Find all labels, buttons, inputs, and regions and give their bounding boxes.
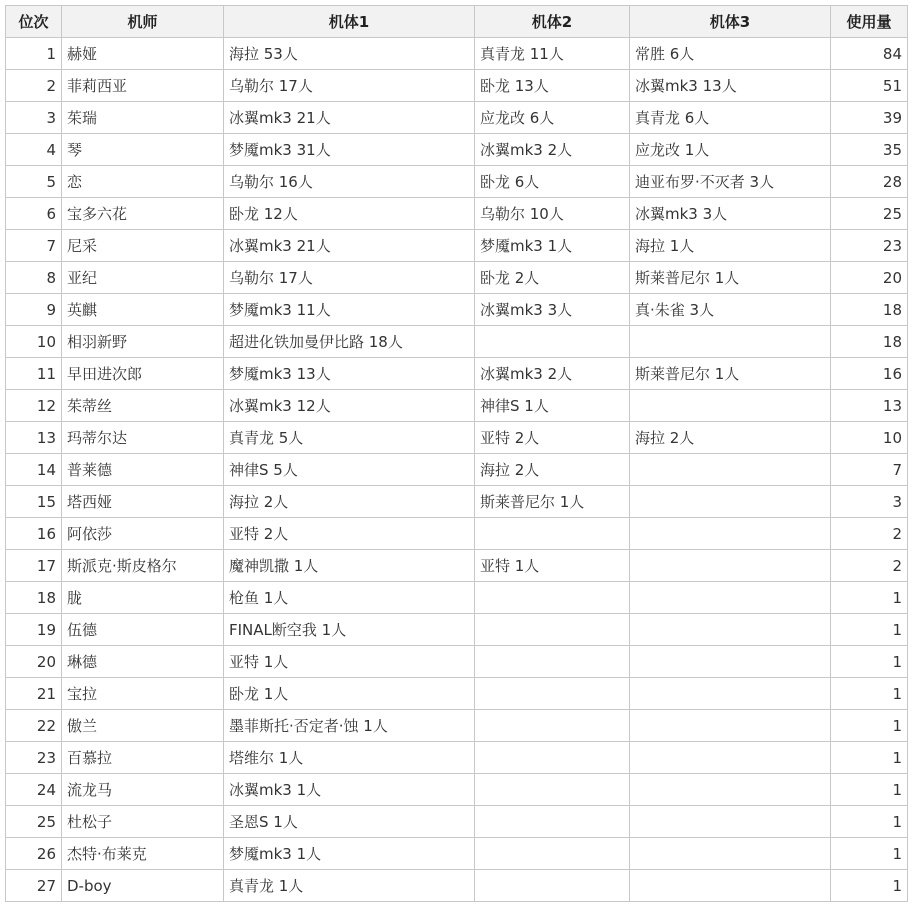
table-row — [6, 326, 908, 358]
pilot-cell: 傲兰 — [62, 710, 224, 742]
mech-1-cell: 海拉 2人 — [224, 486, 475, 518]
mech-3-cell — [630, 646, 831, 678]
usage-cell: 20 — [831, 262, 908, 294]
rank-cell: 23 — [6, 742, 62, 774]
rank-cell: 6 — [6, 198, 62, 230]
table-row — [6, 262, 908, 294]
pilot-ranking-table — [5, 5, 908, 902]
mech-2-cell — [475, 518, 630, 550]
mech-1-cell: 真青龙 5人 — [224, 422, 475, 454]
rank-cell: 5 — [6, 166, 62, 198]
usage-cell: 39 — [831, 102, 908, 134]
pilot-cell: 宝多六花 — [62, 198, 224, 230]
pilot-cell: 斯派克·斯皮格尔 — [62, 550, 224, 582]
usage-cell: 1 — [831, 614, 908, 646]
pilot-cell: D-boy — [62, 870, 224, 902]
pilot-cell: 亚纪 — [62, 262, 224, 294]
rank-cell: 1 — [6, 38, 62, 70]
mech-1-cell: 亚特 2人 — [224, 518, 475, 550]
pilot-cell: 伍德 — [62, 614, 224, 646]
rank-cell: 16 — [6, 518, 62, 550]
pilot-cell: 胧 — [62, 582, 224, 614]
usage-cell: 2 — [831, 550, 908, 582]
pilot-cell: 琳德 — [62, 646, 224, 678]
usage-cell: 7 — [831, 454, 908, 486]
mech-1-cell: 墨菲斯托·否定者·蚀 1人 — [224, 710, 475, 742]
mech-3-cell — [630, 518, 831, 550]
rank-cell: 15 — [6, 486, 62, 518]
pilot-cell: 相羽新野 — [62, 326, 224, 358]
mech-2-cell: 冰翼mk3 2人 — [475, 134, 630, 166]
mech-2-cell: 卧龙 6人 — [475, 166, 630, 198]
table-row — [6, 518, 908, 550]
usage-cell: 84 — [831, 38, 908, 70]
ranking-table-container — [5, 5, 908, 902]
rank-cell: 22 — [6, 710, 62, 742]
pilot-cell: 尼采 — [62, 230, 224, 262]
rank-cell: 9 — [6, 294, 62, 326]
rank-cell: 12 — [6, 390, 62, 422]
pilot-cell: 茱瑞 — [62, 102, 224, 134]
mech-1-cell: 冰翼mk3 21人 — [224, 230, 475, 262]
mech-3-cell — [630, 806, 831, 838]
pilot-cell: 普莱德 — [62, 454, 224, 486]
usage-cell: 51 — [831, 70, 908, 102]
rank-cell: 14 — [6, 454, 62, 486]
mech-1-cell: 真青龙 1人 — [224, 870, 475, 902]
usage-cell: 1 — [831, 710, 908, 742]
mech-2-cell — [475, 646, 630, 678]
rank-cell: 20 — [6, 646, 62, 678]
rank-cell: 2 — [6, 70, 62, 102]
mech-2-cell: 真青龙 11人 — [475, 38, 630, 70]
mech-3-cell: 真青龙 6人 — [630, 102, 831, 134]
table-row — [6, 838, 908, 870]
mech-3-cell: 常胜 6人 — [630, 38, 831, 70]
usage-cell: 2 — [831, 518, 908, 550]
rank-cell: 18 — [6, 582, 62, 614]
pilot-cell: 恋 — [62, 166, 224, 198]
mech-1-cell: 圣恩S 1人 — [224, 806, 475, 838]
usage-cell: 1 — [831, 774, 908, 806]
header-pilot: 机师 — [62, 6, 224, 38]
mech-2-cell: 乌勒尔 10人 — [475, 198, 630, 230]
table-row — [6, 742, 908, 774]
usage-cell: 13 — [831, 390, 908, 422]
table-row — [6, 486, 908, 518]
pilot-cell: 杜松子 — [62, 806, 224, 838]
mech-2-cell — [475, 582, 630, 614]
mech-2-cell: 亚特 1人 — [475, 550, 630, 582]
mech-3-cell: 真·朱雀 3人 — [630, 294, 831, 326]
table-row — [6, 422, 908, 454]
table-row — [6, 614, 908, 646]
mech-2-cell — [475, 838, 630, 870]
mech-3-cell — [630, 774, 831, 806]
mech-1-cell: 亚特 1人 — [224, 646, 475, 678]
mech-1-cell: 乌勒尔 17人 — [224, 262, 475, 294]
mech-3-cell — [630, 838, 831, 870]
mech-3-cell — [630, 614, 831, 646]
mech-2-cell — [475, 678, 630, 710]
mech-1-cell: 枪鱼 1人 — [224, 582, 475, 614]
table-header-row — [6, 6, 908, 38]
mech-3-cell — [630, 678, 831, 710]
usage-cell: 18 — [831, 294, 908, 326]
table-row — [6, 806, 908, 838]
pilot-cell: 早田进次郎 — [62, 358, 224, 390]
mech-1-cell: 卧龙 12人 — [224, 198, 475, 230]
mech-2-cell: 亚特 2人 — [475, 422, 630, 454]
mech-2-cell: 梦魇mk3 1人 — [475, 230, 630, 262]
usage-cell: 23 — [831, 230, 908, 262]
rank-cell: 7 — [6, 230, 62, 262]
mech-2-cell — [475, 614, 630, 646]
pilot-cell: 塔西娅 — [62, 486, 224, 518]
mech-2-cell — [475, 710, 630, 742]
rank-cell: 10 — [6, 326, 62, 358]
mech-2-cell — [475, 870, 630, 902]
header-usage: 使用量 — [831, 6, 908, 38]
table-row — [6, 710, 908, 742]
usage-cell: 1 — [831, 742, 908, 774]
mech-3-cell: 海拉 2人 — [630, 422, 831, 454]
pilot-cell: 宝拉 — [62, 678, 224, 710]
rank-cell: 25 — [6, 806, 62, 838]
rank-cell: 8 — [6, 262, 62, 294]
mech-3-cell — [630, 710, 831, 742]
usage-cell: 1 — [831, 582, 908, 614]
usage-cell: 35 — [831, 134, 908, 166]
table-row — [6, 646, 908, 678]
rank-cell: 17 — [6, 550, 62, 582]
mech-2-cell: 冰翼mk3 2人 — [475, 358, 630, 390]
usage-cell: 25 — [831, 198, 908, 230]
pilot-cell: 玛蒂尔达 — [62, 422, 224, 454]
pilot-cell: 杰特·布莱克 — [62, 838, 224, 870]
mech-2-cell — [475, 774, 630, 806]
table-row — [6, 230, 908, 262]
mech-1-cell: 超进化铁加曼伊比路 18人 — [224, 326, 475, 358]
table-row — [6, 102, 908, 134]
table-row — [6, 358, 908, 390]
mech-1-cell: 神律S 5人 — [224, 454, 475, 486]
mech-2-cell — [475, 806, 630, 838]
mech-1-cell: 梦魇mk3 1人 — [224, 838, 475, 870]
mech-3-cell: 迪亚布罗·不灭者 3人 — [630, 166, 831, 198]
mech-1-cell: 梦魇mk3 31人 — [224, 134, 475, 166]
pilot-cell: 英麒 — [62, 294, 224, 326]
pilot-cell: 流龙马 — [62, 774, 224, 806]
usage-cell: 18 — [831, 326, 908, 358]
mech-1-cell: 塔维尔 1人 — [224, 742, 475, 774]
table-row — [6, 70, 908, 102]
rank-cell: 4 — [6, 134, 62, 166]
mech-2-cell: 卧龙 13人 — [475, 70, 630, 102]
mech-3-cell: 冰翼mk3 3人 — [630, 198, 831, 230]
mech-3-cell — [630, 742, 831, 774]
table-row — [6, 166, 908, 198]
rank-cell: 3 — [6, 102, 62, 134]
mech-3-cell — [630, 870, 831, 902]
rank-cell: 27 — [6, 870, 62, 902]
table-row — [6, 582, 908, 614]
table-row — [6, 134, 908, 166]
mech-3-cell — [630, 550, 831, 582]
pilot-cell: 百慕拉 — [62, 742, 224, 774]
header-mech-1: 机体1 — [224, 6, 475, 38]
table-row — [6, 390, 908, 422]
usage-cell: 1 — [831, 838, 908, 870]
usage-cell: 1 — [831, 646, 908, 678]
rank-cell: 24 — [6, 774, 62, 806]
mech-3-cell: 冰翼mk3 13人 — [630, 70, 831, 102]
mech-2-cell: 卧龙 2人 — [475, 262, 630, 294]
mech-3-cell: 斯莱普尼尔 1人 — [630, 358, 831, 390]
mech-2-cell: 斯莱普尼尔 1人 — [475, 486, 630, 518]
pilot-cell: 茱蒂丝 — [62, 390, 224, 422]
mech-3-cell: 应龙改 1人 — [630, 134, 831, 166]
mech-1-cell: 冰翼mk3 12人 — [224, 390, 475, 422]
mech-3-cell — [630, 486, 831, 518]
mech-1-cell: 卧龙 1人 — [224, 678, 475, 710]
header-rank: 位次 — [6, 6, 62, 38]
table-row — [6, 454, 908, 486]
rank-cell: 11 — [6, 358, 62, 390]
mech-1-cell: FINAL断空我 1人 — [224, 614, 475, 646]
usage-cell: 1 — [831, 870, 908, 902]
mech-1-cell: 乌勒尔 16人 — [224, 166, 475, 198]
usage-cell: 1 — [831, 806, 908, 838]
usage-cell: 1 — [831, 678, 908, 710]
header-mech-3: 机体3 — [630, 6, 831, 38]
mech-2-cell: 海拉 2人 — [475, 454, 630, 486]
table-row — [6, 198, 908, 230]
rank-cell: 21 — [6, 678, 62, 710]
mech-3-cell: 斯莱普尼尔 1人 — [630, 262, 831, 294]
pilot-cell: 菲莉西亚 — [62, 70, 224, 102]
mech-3-cell — [630, 454, 831, 486]
table-row — [6, 678, 908, 710]
table-body — [6, 38, 908, 902]
mech-3-cell — [630, 390, 831, 422]
mech-1-cell: 乌勒尔 17人 — [224, 70, 475, 102]
mech-2-cell — [475, 326, 630, 358]
mech-2-cell: 应龙改 6人 — [475, 102, 630, 134]
header-mech-2: 机体2 — [475, 6, 630, 38]
mech-1-cell: 冰翼mk3 21人 — [224, 102, 475, 134]
mech-2-cell — [475, 742, 630, 774]
mech-2-cell: 神律S 1人 — [475, 390, 630, 422]
usage-cell: 3 — [831, 486, 908, 518]
usage-cell: 10 — [831, 422, 908, 454]
mech-1-cell: 海拉 53人 — [224, 38, 475, 70]
mech-3-cell: 海拉 1人 — [630, 230, 831, 262]
mech-2-cell: 冰翼mk3 3人 — [475, 294, 630, 326]
table-row — [6, 774, 908, 806]
usage-cell: 16 — [831, 358, 908, 390]
pilot-cell: 赫娅 — [62, 38, 224, 70]
table-row — [6, 550, 908, 582]
table-row — [6, 294, 908, 326]
mech-3-cell — [630, 326, 831, 358]
mech-1-cell: 梦魇mk3 11人 — [224, 294, 475, 326]
table-row — [6, 38, 908, 70]
rank-cell: 26 — [6, 838, 62, 870]
rank-cell: 19 — [6, 614, 62, 646]
pilot-cell: 阿依莎 — [62, 518, 224, 550]
rank-cell: 13 — [6, 422, 62, 454]
mech-1-cell: 魔神凯撒 1人 — [224, 550, 475, 582]
usage-cell: 28 — [831, 166, 908, 198]
mech-1-cell: 冰翼mk3 1人 — [224, 774, 475, 806]
mech-1-cell: 梦魇mk3 13人 — [224, 358, 475, 390]
pilot-cell: 琴 — [62, 134, 224, 166]
table-row — [6, 870, 908, 902]
mech-3-cell — [630, 582, 831, 614]
